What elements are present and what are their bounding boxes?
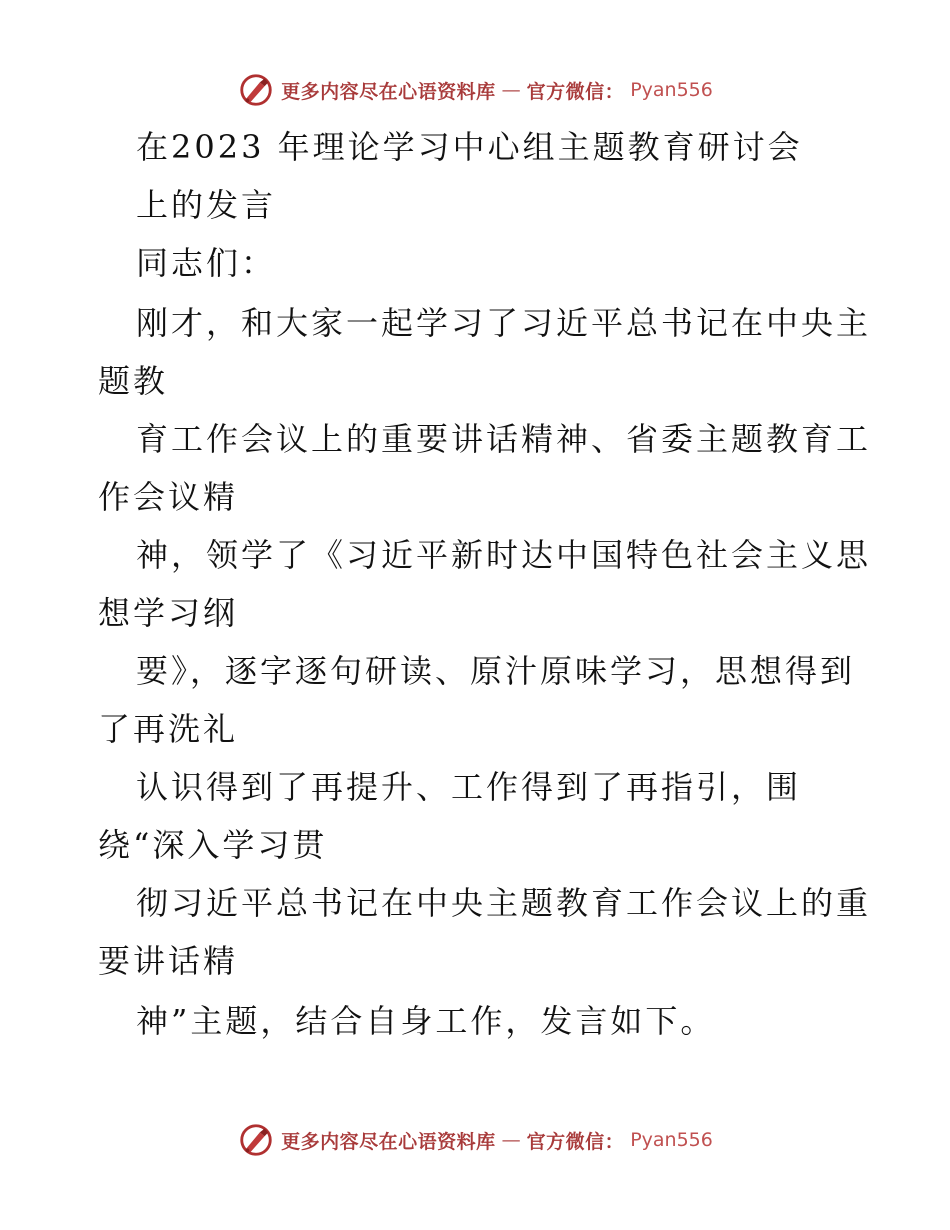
header-banner bbox=[0, 70, 950, 110]
title-line-1: 在2023 年理论学习中心组主题教育研讨会 bbox=[136, 128, 803, 166]
banner-text: 更多内容尽在心语资料库 bbox=[281, 1130, 496, 1153]
body-line: 育工作会议上的重要讲话精神、省委主题教育工 bbox=[136, 420, 872, 458]
salutation: 同志们： bbox=[136, 244, 277, 282]
banner-dash: — bbox=[501, 79, 521, 101]
body-line: 想学习纲 bbox=[98, 594, 239, 632]
title-line-2: 上的发言 bbox=[136, 186, 277, 224]
banner-text: 更多内容尽在心语资料库 bbox=[281, 80, 496, 103]
banner-dash: — bbox=[501, 1129, 521, 1151]
body-line: 绕“深入学习贯 bbox=[98, 826, 328, 864]
body-line: 作会议精 bbox=[98, 478, 239, 516]
pen-logo-icon bbox=[237, 1121, 275, 1159]
body-line: 了再洗礼 bbox=[98, 710, 239, 748]
body-line: 神”主题，结合自身工作，发言如下。 bbox=[136, 1002, 716, 1040]
pen-logo-icon bbox=[237, 71, 275, 109]
body-line: 神，领学了《习近平新时达中国特色社会主义思 bbox=[136, 536, 872, 574]
body-line: 要讲话精 bbox=[98, 942, 239, 980]
body-line: 彻习近平总书记在中央主题教育工作会议上的重 bbox=[136, 884, 872, 922]
banner-wechat-label: 官方微信： bbox=[526, 1130, 625, 1153]
footer-banner bbox=[0, 1120, 950, 1160]
banner-wechat-label: 官方微信： bbox=[526, 80, 625, 103]
body-line: 刚才，和大家一起学习了习近平总书记在中央主 bbox=[136, 304, 872, 342]
body-line: 要》，逐字逐句研读、原汁原味学习，思想得到 bbox=[136, 652, 856, 690]
banner-wechat-id: Pyan556 bbox=[630, 79, 713, 101]
body-line: 认识得到了再提升、工作得到了再指引，围 bbox=[136, 768, 802, 806]
body-line: 题教 bbox=[98, 362, 169, 400]
banner-wechat-id: Pyan556 bbox=[630, 1129, 713, 1151]
